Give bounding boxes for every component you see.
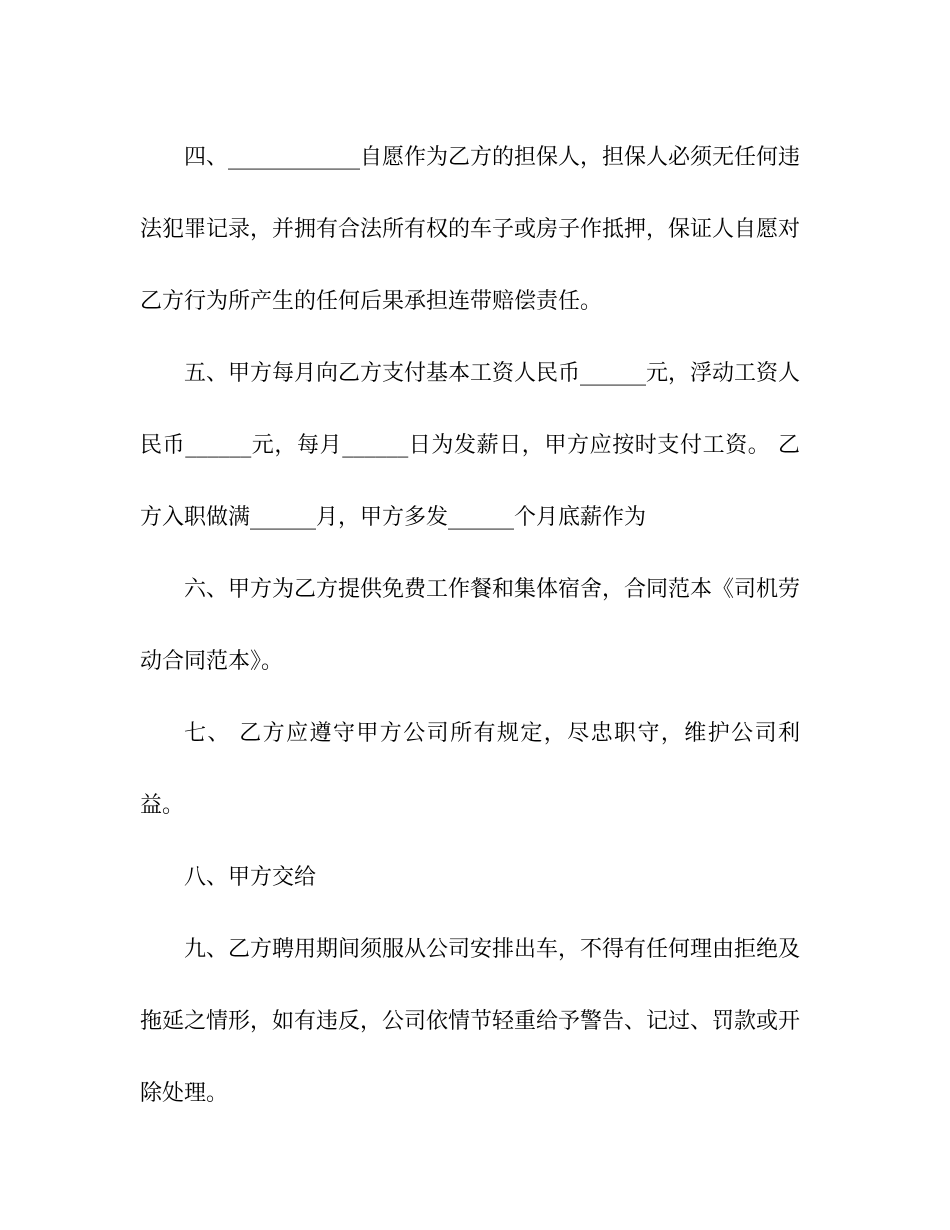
clause-7-rules: 七、 乙方应遵守甲方公司所有规定，尽忠职守，维护公司利益。 bbox=[140, 721, 800, 818]
contract-body bbox=[140, 122, 800, 1130]
clause-9-dispatch: 九、乙方聘用期间须服从公司安排出车，不得有任何理由拒绝及拖延之情形，如有违反，公司依情节轻重给予警告、记过、罚款或开除处理。 bbox=[140, 937, 801, 1106]
clause-8-handover: 八、甲方交给 bbox=[184, 865, 317, 890]
clause-6-meals-housing: 六、甲方为乙方提供免费工作餐和集体宿舍，合同范本《司机劳动合同范本》。 bbox=[140, 577, 801, 674]
clause-4-guarantor: 四、____________自愿作为乙方的担保人，担保人必须无任何违法犯罪记录，并拥有合法所有权的车子或房子作抵押，保证人自愿对乙方行为所产生的任何后果承担连带赔偿责任。 bbox=[140, 145, 801, 314]
clause-5-salary: 五、甲方每月向乙方支付基本工资人民币______元，浮动工资人民币______元，每月______日为发薪日，甲方应按时支付工资。 乙方入职做满______月，甲方多发______个月底薪作为 bbox=[140, 361, 801, 530]
